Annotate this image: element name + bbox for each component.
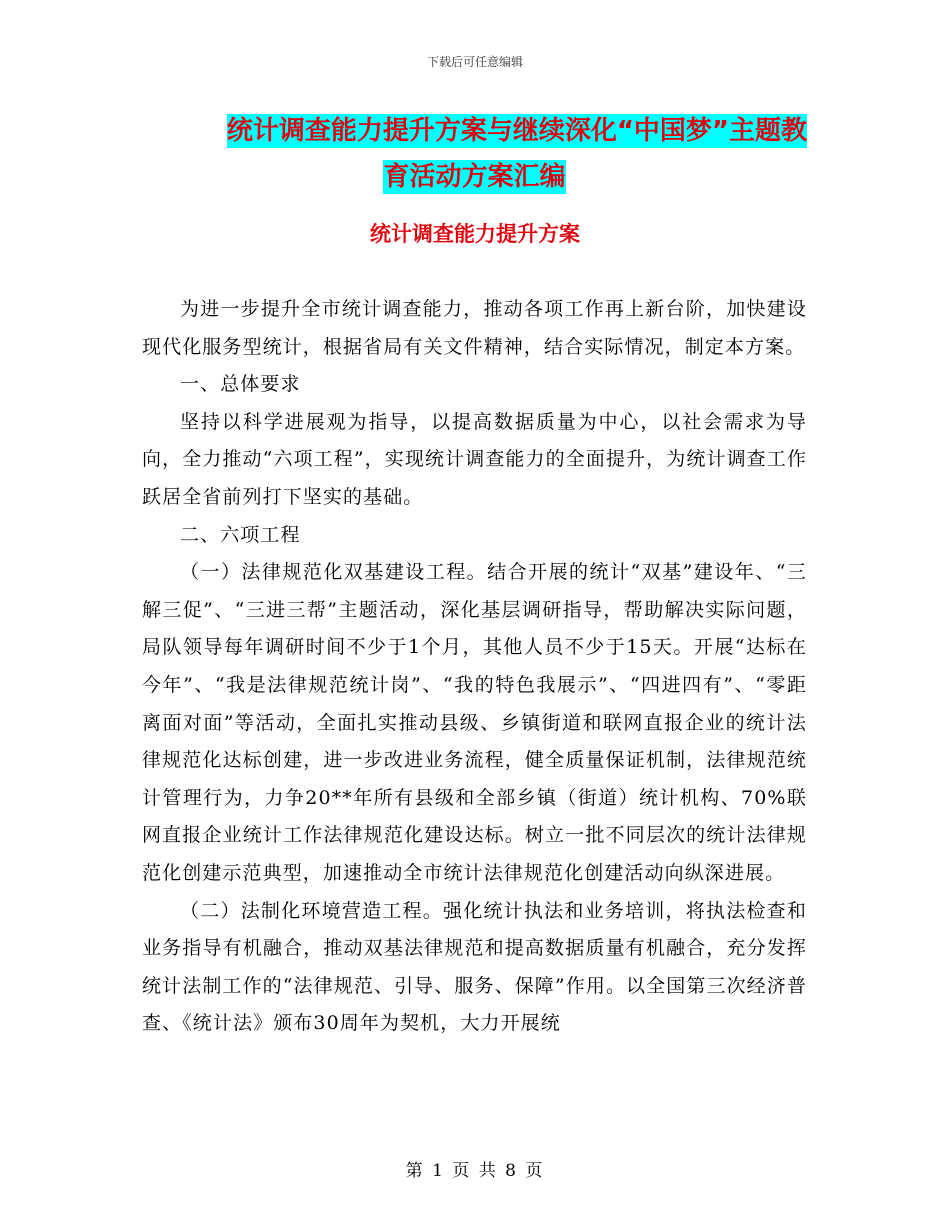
paragraph: 一、总体要求 (180, 373, 301, 396)
title-line-2-text: 育活动方案汇编 (383, 162, 566, 192)
body-text (142, 291, 807, 1043)
document-title (142, 108, 807, 200)
paragraph: （一）法律规范化双基建设工程。结合开展的统计“双基”建设年、“三解三促”、“三进三帮”主题活动，深化基层调研指导，帮助解决实际问题，局队领导每年调研时间不少于1个月，其他人员不少于15天。开展“达标在今年”、“我是法律规范统计岗”、“我的特色我展示”、“四进四有”、“零距离面对面”等活动，全面扎实推动县级、乡镇街道和联网直报企业的统计法律规范化达标创建，进一步改进业务流程，健全质量保证机制，法律规范统计管理行为，力争20**年所有县级和全部乡镇（街道）统计机构、70%联网直报企业统计工作法律规范化建设达标。树立一批不同层次的统计法律规范化创建示范典型，加速推动全市统计法律规范化创建活动向纵深进展。 (142, 561, 807, 884)
paragraph: （二）法制化环境营造工程。强化统计执法和业务培训，将执法检查和业务指导有机融合，推动双基法律规范和提高数据质量有机融合，充分发挥统计法制工作的“法律规范、引导、服务、保障”作用。以全国第三次经济普查、《统计法》颁布30周年为契机，大力开展统 (142, 899, 807, 1035)
page-footer: 第 1 页 共 8 页 (405, 1161, 545, 1181)
title-line-1-text: 统计调查能力提升方案与继续深化“中国梦”主题教 (226, 116, 807, 146)
document-title-line-2 (142, 154, 807, 200)
section-title: 统计调查能力提升方案 (370, 222, 580, 246)
document-title-line-1 (142, 108, 807, 154)
paragraph: 为进一步提升全市统计调查能力，推动各项工作再上新台阶，加快建设现代化服务型统计，根据省局有关文件精神，结合实际情况，制定本方案。 (142, 298, 807, 358)
header-note: 下载后可任意编辑 (426, 55, 523, 69)
paragraph: 二、六项工程 (180, 523, 301, 546)
paragraph: 坚持以科学进展观为指导，以提高数据质量为中心，以社会需求为导向，全力推动“六项工程”，实现统计调查能力的全面提升，为统计调查工作跃居全省前列打下坚实的基础。 (142, 410, 807, 508)
